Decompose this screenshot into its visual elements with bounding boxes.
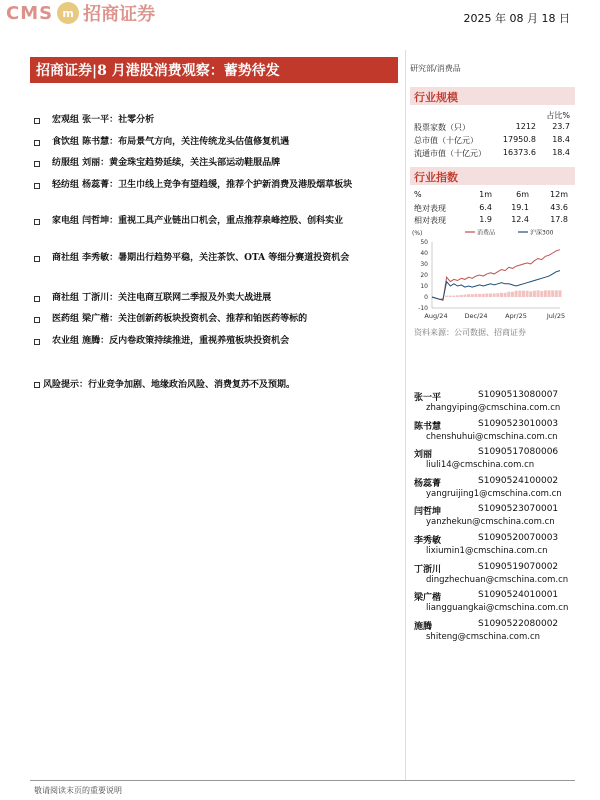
bullet-text: 纺服组 刘丽：黄金珠宝趋势延续，关注头部运动鞋服品牌 (52, 158, 281, 168)
relative-bar (485, 294, 488, 298)
analyst-email: dingzhechuan@cmschina.com.cn (426, 574, 569, 585)
industry-index-title: 行业指数 (414, 171, 458, 184)
company-logo (6, 0, 155, 26)
relative-bar (537, 290, 540, 297)
analyst-code: S1090519070002 (478, 561, 559, 572)
relative-bar (529, 291, 532, 297)
scale-row-value: 17950.8 (502, 135, 536, 144)
y-tick-label: 50 (420, 239, 428, 246)
report-date: 2025 年 08 月 18 日 (463, 12, 570, 25)
bullet-square-icon (34, 219, 40, 225)
bullet-square-icon (34, 183, 40, 189)
risk-warning (34, 377, 295, 390)
relative-bar (496, 293, 499, 297)
department-label: 研究部/消费品 (410, 64, 461, 73)
analyst-name: 刘丽 (414, 450, 433, 461)
analyst-name: 杨蕊菁 (414, 478, 442, 489)
page-title: 招商证券|8 月港股消费观察：蓄势待发 (36, 63, 280, 79)
analyst-code: S1090517080006 (478, 447, 559, 458)
y-tick-label: 0 (424, 294, 428, 301)
relative-bar (452, 296, 455, 297)
pct-header: 占比% (546, 111, 570, 120)
analyst-email: zhangyiping@cmschina.com.cn (426, 403, 561, 413)
relative-bar (489, 294, 492, 298)
analyst-email: liuli14@cmschina.com.cn (426, 460, 535, 471)
risk-bullet-icon (34, 382, 40, 388)
legend-label: 消费品 (477, 229, 496, 237)
bullet-text: 商社组 李秀敏：暑期出行趋势平稳，关注茶饮、OTA 等细分赛道投资机会 (52, 253, 350, 263)
analyst-email: yangruijing1@cmschina.com.cn (426, 488, 562, 499)
scale-row-pct: 23.7 (552, 122, 570, 131)
scale-row-label: 流通市值（十亿元） (414, 149, 486, 158)
relative-bar (522, 291, 525, 297)
industry-scale-title: 行业规模 (414, 91, 458, 104)
bullet-text: 家电组 闫哲坤：重视工具产业链出口机会，重点推荐泉峰控股、创科实业 (52, 216, 344, 226)
footer-divider (30, 780, 575, 781)
logo-cn-text: 招商证券 (83, 4, 156, 25)
relative-bar (526, 291, 529, 297)
logo-text: CMS (6, 2, 54, 24)
scale-row-label: 总市值（十亿元） (414, 136, 478, 145)
relative-bar (507, 292, 510, 297)
relative-bar (449, 296, 452, 297)
bullet-text: 医药组 梁广楷：关注创新药板块投资机会、推荐和铂医药等标的 (52, 314, 308, 324)
relative-bar (511, 292, 514, 297)
risk-text: 风险提示：行业竞争加剧、地缘政治风险、消费复苏不及预期。 (43, 380, 296, 390)
analyst-code: S1090523070001 (478, 504, 559, 515)
relative-bar (474, 294, 477, 297)
relative-bar (478, 294, 481, 297)
scale-row-pct: 18.4 (552, 148, 570, 157)
index-row-value: 17.8 (550, 215, 568, 224)
index-header: % (414, 190, 422, 199)
relative-bar (500, 293, 503, 297)
index-row-value: 43.6 (550, 203, 568, 212)
analyst-code: S1090524010001 (478, 590, 559, 601)
relative-bar (544, 290, 547, 297)
relative-bar (493, 294, 496, 298)
relative-bar (559, 290, 562, 297)
logo-badge-icon: m (57, 2, 79, 24)
relative-bar (548, 290, 551, 297)
analyst-code: S1090524100002 (478, 475, 559, 486)
index-row-label: 绝对表现 (414, 204, 446, 213)
y-tick-label: 20 (420, 272, 428, 279)
index-header: 1m (479, 190, 492, 199)
index-row-value: 12.4 (511, 215, 529, 224)
relative-bar (445, 296, 448, 297)
y-axis-label: (%) (412, 230, 423, 237)
bullet-square-icon (34, 296, 40, 302)
relative-bar (555, 290, 558, 297)
analyst-name: 陈书慧 (414, 421, 442, 432)
analyst-name: 李秀敏 (414, 536, 442, 546)
x-tick-label: Dec/24 (464, 312, 488, 320)
relative-bar (518, 291, 521, 297)
relative-bar (540, 291, 543, 297)
x-tick-label: Apr/25 (505, 312, 527, 320)
analyst-name: 丁浙川 (414, 564, 442, 575)
industry-index-chart (410, 228, 575, 324)
column-divider (405, 50, 406, 780)
index-header: 12m (550, 190, 568, 199)
bullet-text: 食饮组 陈书慧：布局景气方向，关注传统龙头估值修复机遇 (52, 137, 290, 147)
index-row-value: 6.4 (479, 203, 492, 212)
relative-bar (482, 294, 485, 297)
bullet-square-icon (34, 256, 40, 262)
scale-row-value: 16373.6 (502, 148, 536, 157)
scale-row-value: 1212 (515, 122, 536, 131)
footer-note: 敬请阅读末页的重要说明 (34, 786, 122, 795)
analyst-name: 闫哲坤 (414, 507, 442, 518)
chart-source: 资料来源：公司数据、招商证券 (414, 328, 526, 337)
relative-bar (463, 295, 466, 297)
relative-bar (467, 294, 470, 297)
analyst-email: chenshuhui@cmschina.com.cn (426, 431, 558, 442)
analyst-name: 施腾 (414, 621, 433, 632)
bullet-square-icon (34, 140, 40, 146)
relative-bar (456, 295, 459, 297)
relative-bar (460, 295, 463, 297)
analyst-code: S1090523010003 (478, 418, 559, 429)
x-tick-label: Jul/25 (546, 312, 566, 320)
bullet-text: 农业组 施腾：反内卷政策持续推进，重视养殖板块投资机会 (52, 336, 290, 346)
bullet-square-icon (34, 161, 40, 167)
index-row-value: 1.9 (479, 215, 492, 224)
analyst-code: S1090513080007 (478, 390, 559, 400)
bullet-square-icon (34, 339, 40, 345)
y-tick-label: 30 (420, 261, 428, 268)
relative-bar (551, 290, 554, 297)
bullet-square-icon (34, 118, 40, 124)
analyst-email: lixiumin1@cmschina.com.cn (426, 546, 548, 556)
bullet-text: 轻纺组 杨蕊菁：卫生巾线上竞争有望趋缓，推荐个护新消费及港股烟草板块 (52, 180, 353, 190)
y-tick-label: -10 (418, 305, 428, 312)
analyst-name: 梁广楷 (414, 593, 442, 604)
x-tick-label: Aug/24 (424, 312, 448, 320)
relative-bar (533, 291, 536, 297)
y-tick-label: 10 (420, 283, 428, 290)
analyst-code: S1090520070003 (478, 533, 559, 543)
index-header: 6m (516, 190, 529, 199)
bullet-text: 商社组 丁浙川：关注电商互联网二季报及外卖大战进展 (52, 293, 272, 303)
analyst-code: S1090522080002 (478, 618, 559, 629)
analyst-email: yanzhekun@cmschina.com.cn (426, 517, 555, 528)
scale-row-pct: 18.4 (552, 135, 570, 144)
relative-bar (471, 294, 474, 297)
bullet-text: 宏观组 张一平：社零分析 (52, 115, 155, 125)
index-row-value: 19.1 (511, 203, 529, 212)
y-tick-label: 40 (420, 250, 428, 257)
index-row-label: 相对表现 (414, 216, 446, 225)
legend-label: 沪深300 (530, 229, 554, 237)
relative-bar (515, 291, 518, 297)
scale-row-label: 股票家数（只） (414, 123, 470, 132)
analyst-email: liangguangkai@cmschina.com.cn (426, 603, 569, 614)
analyst-name: 张一平 (414, 393, 442, 403)
analyst-email: shiteng@cmschina.com.cn (426, 631, 541, 642)
relative-bar (504, 293, 507, 297)
bullet-square-icon (34, 317, 40, 323)
